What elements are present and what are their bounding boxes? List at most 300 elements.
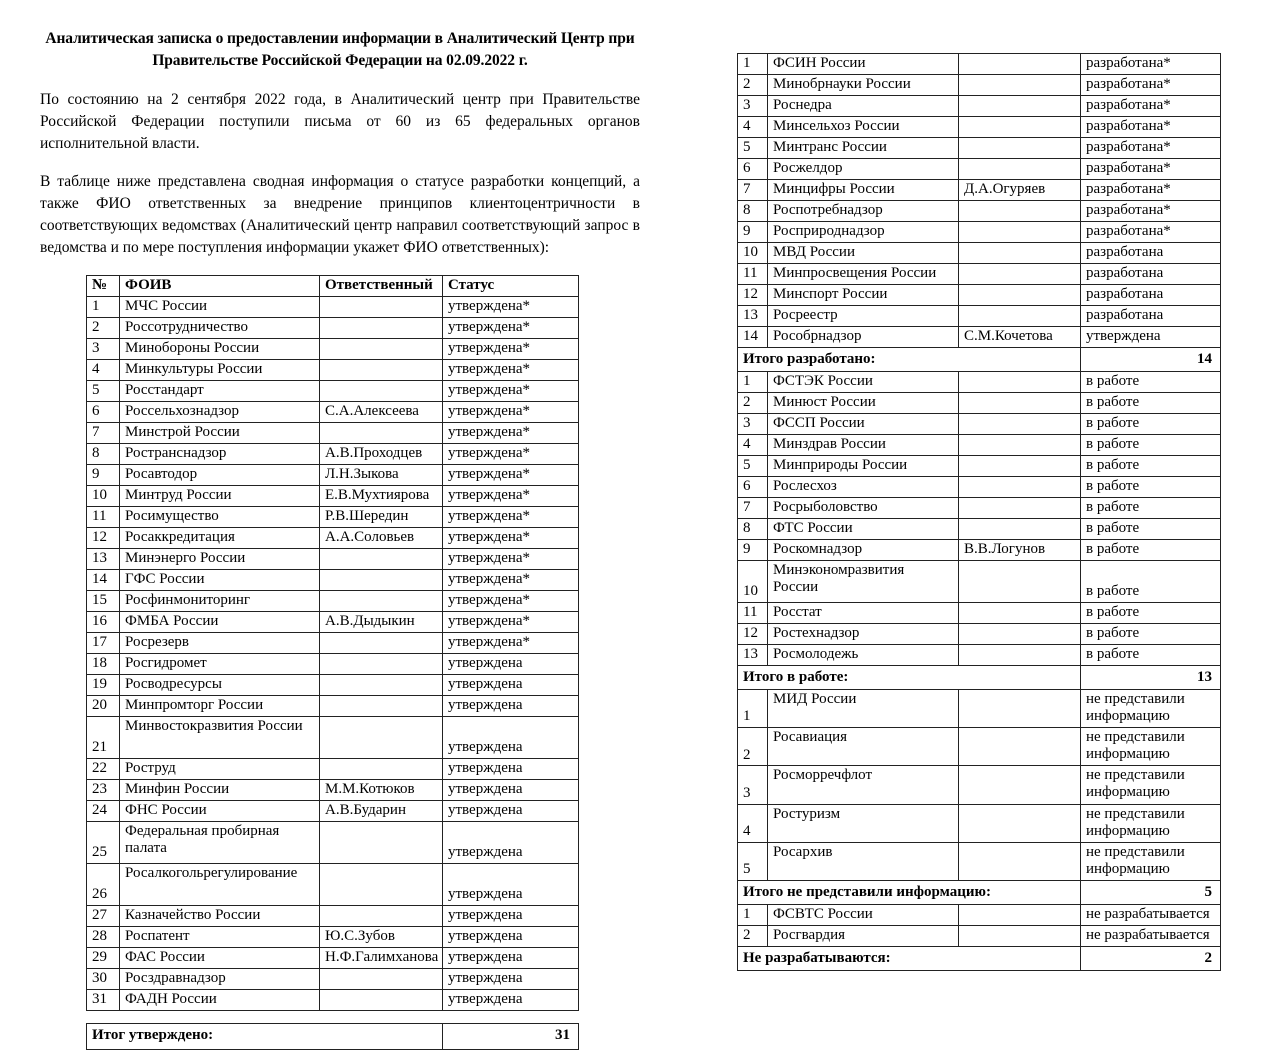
row-status: разработана* xyxy=(1081,222,1221,243)
row-status: разработана* xyxy=(1081,96,1221,117)
approved-total-table xyxy=(86,1023,579,1050)
row-number: 9 xyxy=(87,464,120,485)
row-agency: Роспотребнадзор xyxy=(768,201,959,222)
table-row xyxy=(87,716,579,758)
row-agency: Минприроды России xyxy=(768,456,959,477)
row-responsible xyxy=(320,989,443,1010)
row-number: 5 xyxy=(738,842,768,880)
row-status: разработана xyxy=(1081,264,1221,285)
row-status: утверждена* xyxy=(443,464,579,485)
row-responsible xyxy=(320,863,443,905)
row-agency: Федеральная пробирная палата xyxy=(120,821,320,863)
row-responsible: М.М.Котюков xyxy=(320,779,443,800)
row-status: утверждена xyxy=(443,989,579,1010)
table-row xyxy=(738,138,1221,159)
row-status: не разрабатывается xyxy=(1081,925,1221,946)
row-agency: Росздравнадзор xyxy=(120,968,320,989)
row-responsible: А.В.Проходцев xyxy=(320,443,443,464)
table-row xyxy=(87,758,579,779)
row-status: в работе xyxy=(1081,456,1221,477)
table-header-row xyxy=(87,275,579,296)
table-row xyxy=(738,243,1221,264)
row-number: 2 xyxy=(738,728,768,766)
row-status: в работе xyxy=(1081,519,1221,540)
row-responsible xyxy=(320,716,443,758)
row-agency: Росфинмониторинг xyxy=(120,590,320,611)
row-status: разработана xyxy=(1081,243,1221,264)
row-status: в работе xyxy=(1081,603,1221,624)
row-responsible xyxy=(959,498,1081,519)
table-row xyxy=(738,372,1221,393)
table-row xyxy=(738,904,1221,925)
table-row xyxy=(87,506,579,527)
row-agency: Роскомнадзор xyxy=(768,540,959,561)
table-row xyxy=(738,75,1221,96)
table-row xyxy=(738,435,1221,456)
row-responsible xyxy=(959,456,1081,477)
row-number: 1 xyxy=(738,690,768,728)
row-responsible xyxy=(959,264,1081,285)
row-number: 5 xyxy=(738,456,768,477)
row-agency: ФНС России xyxy=(120,800,320,821)
table-row xyxy=(87,653,579,674)
row-responsible xyxy=(320,695,443,716)
row-agency: Казначейство России xyxy=(120,905,320,926)
row-number: 19 xyxy=(87,674,120,695)
table-row xyxy=(738,201,1221,222)
table-row xyxy=(87,863,579,905)
row-status: не представили информацию xyxy=(1081,842,1221,880)
row-agency: Россельхознадзор xyxy=(120,401,320,422)
row-status: в работе xyxy=(1081,624,1221,645)
table-row xyxy=(738,561,1221,603)
row-responsible xyxy=(320,905,443,926)
row-status: утверждена* xyxy=(443,506,579,527)
row-status: утверждена xyxy=(443,758,579,779)
row-number: 12 xyxy=(738,285,768,306)
total-no-info-label: Итого не представили информацию: xyxy=(738,880,1081,904)
row-agency: Росморречфлот xyxy=(768,766,959,804)
row-responsible xyxy=(959,477,1081,498)
table-row xyxy=(738,96,1221,117)
row-status: утверждена xyxy=(443,695,579,716)
row-responsible xyxy=(320,632,443,653)
total-approved-row xyxy=(87,1023,579,1049)
table-row xyxy=(738,766,1221,804)
table-row xyxy=(87,380,579,401)
row-agency: Минтруд России xyxy=(120,485,320,506)
row-responsible xyxy=(959,804,1081,842)
row-status: не представили информацию xyxy=(1081,804,1221,842)
row-number: 12 xyxy=(738,624,768,645)
table-row xyxy=(738,306,1221,327)
row-agency: Минпросвещения России xyxy=(768,264,959,285)
row-agency: ФАС России xyxy=(120,947,320,968)
row-number: 25 xyxy=(87,821,120,863)
row-agency: ФМБА России xyxy=(120,611,320,632)
row-responsible xyxy=(959,159,1081,180)
row-number: 11 xyxy=(738,264,768,285)
row-agency: ГФС России xyxy=(120,569,320,590)
row-agency: Росалкогольрегулирование xyxy=(120,863,320,905)
row-status: утверждена xyxy=(443,947,579,968)
table-row xyxy=(87,947,579,968)
total-approved-value: 31 xyxy=(443,1023,579,1049)
intro-paragraph-1: По состоянию на 2 сентября 2022 года, в Аналитический центр при Правительстве Российской Федерации поступили письма от 60 из 65 федеральных органов исполнительной власти. xyxy=(40,90,640,152)
row-number: 10 xyxy=(738,243,768,264)
table-row xyxy=(738,624,1221,645)
row-status: разработана* xyxy=(1081,159,1221,180)
row-responsible xyxy=(959,690,1081,728)
row-agency: Минпромторг России xyxy=(120,695,320,716)
row-agency: Минкультуры России xyxy=(120,359,320,380)
table-row xyxy=(87,443,579,464)
row-agency: Рослесхоз xyxy=(768,477,959,498)
row-agency: Минэнерго России xyxy=(120,548,320,569)
row-responsible xyxy=(959,561,1081,603)
row-status: утверждена xyxy=(443,905,579,926)
table-row xyxy=(87,296,579,317)
row-status: в работе xyxy=(1081,540,1221,561)
row-responsible xyxy=(320,569,443,590)
total-in-progress-row xyxy=(738,666,1221,690)
header-number: № xyxy=(87,275,120,296)
row-number: 2 xyxy=(738,925,768,946)
row-number: 3 xyxy=(87,338,120,359)
row-responsible xyxy=(320,653,443,674)
table-row xyxy=(738,180,1221,201)
row-agency: Росстат xyxy=(768,603,959,624)
row-responsible xyxy=(959,645,1081,666)
row-status: утверждена* xyxy=(443,569,579,590)
row-number: 4 xyxy=(738,117,768,138)
table-row xyxy=(738,804,1221,842)
row-agency: ФСВТС России xyxy=(768,904,959,925)
table-row xyxy=(738,393,1221,414)
row-responsible xyxy=(320,590,443,611)
row-agency: МВД России xyxy=(768,243,959,264)
row-responsible xyxy=(959,117,1081,138)
total-no-info-value: 5 xyxy=(1081,880,1221,904)
row-number: 14 xyxy=(738,327,768,348)
row-responsible xyxy=(320,548,443,569)
approved-table-body xyxy=(87,296,579,1010)
row-responsible xyxy=(959,138,1081,159)
row-number: 8 xyxy=(738,201,768,222)
table-row xyxy=(87,800,579,821)
table-row xyxy=(87,674,579,695)
row-number: 13 xyxy=(87,548,120,569)
table-row xyxy=(87,821,579,863)
table-row xyxy=(87,422,579,443)
row-agency: Росмолодежь xyxy=(768,645,959,666)
row-number: 3 xyxy=(738,96,768,117)
row-agency: Росгидромет xyxy=(120,653,320,674)
row-responsible xyxy=(320,968,443,989)
table-row xyxy=(738,519,1221,540)
row-number: 18 xyxy=(87,653,120,674)
row-number: 5 xyxy=(738,138,768,159)
row-agency: Росрыболовство xyxy=(768,498,959,519)
row-agency: Росрезерв xyxy=(120,632,320,653)
table-row xyxy=(87,590,579,611)
row-number: 16 xyxy=(87,611,120,632)
row-agency: Росжелдор xyxy=(768,159,959,180)
total-not-developing-value: 2 xyxy=(1081,946,1221,970)
row-status: разработана* xyxy=(1081,75,1221,96)
row-agency: ФССП России xyxy=(768,414,959,435)
row-number: 6 xyxy=(738,159,768,180)
table-row xyxy=(738,414,1221,435)
table-row xyxy=(738,264,1221,285)
row-responsible: А.В.Бударин xyxy=(320,800,443,821)
row-number: 13 xyxy=(738,306,768,327)
row-agency: Минспорт России xyxy=(768,285,959,306)
row-agency: Росстандарт xyxy=(120,380,320,401)
row-status: утверждена xyxy=(443,821,579,863)
row-status: не представили информацию xyxy=(1081,766,1221,804)
row-responsible: Е.В.Мухтиярова xyxy=(320,485,443,506)
table-row xyxy=(738,117,1221,138)
row-number: 2 xyxy=(738,393,768,414)
row-responsible xyxy=(959,222,1081,243)
row-status: утверждена xyxy=(443,968,579,989)
row-status: в работе xyxy=(1081,561,1221,603)
page-title xyxy=(40,28,640,73)
row-number: 22 xyxy=(87,758,120,779)
row-number: 1 xyxy=(87,296,120,317)
row-responsible: Ю.С.Зубов xyxy=(320,926,443,947)
row-number: 31 xyxy=(87,989,120,1010)
row-status: разработана* xyxy=(1081,180,1221,201)
row-number: 9 xyxy=(738,540,768,561)
table-row xyxy=(87,485,579,506)
row-responsible xyxy=(959,414,1081,435)
total-not-developing-row xyxy=(738,946,1221,970)
row-agency: МЧС России xyxy=(120,296,320,317)
total-in-progress-value: 13 xyxy=(1081,666,1221,690)
row-agency: Минздрав России xyxy=(768,435,959,456)
row-number: 8 xyxy=(738,519,768,540)
row-responsible xyxy=(959,201,1081,222)
header-status: Статус xyxy=(443,275,579,296)
intro-paragraph-2: В таблице ниже представлена сводная информация о статусе разработки концепций, а также ФИО ответственных за внедрение принципов клиентоцентричности в соответствующих ведомствах (Аналитический центр направил соответствующий запрос в ведомства и по мере поступления информации укажет ФИО ответственных): xyxy=(40,172,640,256)
row-number: 8 xyxy=(87,443,120,464)
row-responsible xyxy=(959,372,1081,393)
row-number: 28 xyxy=(87,926,120,947)
row-agency: ФСИН России xyxy=(768,54,959,75)
row-status: утверждена* xyxy=(443,401,579,422)
row-agency: ФАДН России xyxy=(120,989,320,1010)
total-developed-row xyxy=(738,348,1221,372)
row-number: 4 xyxy=(738,435,768,456)
row-number: 11 xyxy=(738,603,768,624)
total-no-info-row xyxy=(738,880,1221,904)
row-responsible xyxy=(959,96,1081,117)
row-status: утверждена xyxy=(1081,327,1221,348)
row-agency: Росавтодор xyxy=(120,464,320,485)
row-number: 4 xyxy=(738,804,768,842)
row-responsible xyxy=(959,306,1081,327)
row-number: 2 xyxy=(87,317,120,338)
row-status: не разрабатывается xyxy=(1081,904,1221,925)
row-agency: Минцифры России xyxy=(768,180,959,201)
row-responsible xyxy=(320,422,443,443)
row-responsible xyxy=(959,842,1081,880)
total-developed-label: Итого разработано: xyxy=(738,348,1081,372)
table-row xyxy=(738,728,1221,766)
row-status: не представили информацию xyxy=(1081,690,1221,728)
row-number: 13 xyxy=(738,645,768,666)
row-agency: Минфин России xyxy=(120,779,320,800)
table-row xyxy=(738,690,1221,728)
row-status: в работе xyxy=(1081,498,1221,519)
row-number: 1 xyxy=(738,904,768,925)
row-agency: Минэкономразвития России xyxy=(768,561,959,603)
row-agency: Минобороны России xyxy=(120,338,320,359)
row-number: 14 xyxy=(87,569,120,590)
row-agency: Росимущество xyxy=(120,506,320,527)
row-agency: Роснедра xyxy=(768,96,959,117)
table-row xyxy=(87,548,579,569)
table-row xyxy=(87,695,579,716)
row-number: 27 xyxy=(87,905,120,926)
row-agency: Ростехнадзор xyxy=(768,624,959,645)
row-agency: Рособрнадзор xyxy=(768,327,959,348)
row-responsible xyxy=(959,75,1081,96)
row-status: в работе xyxy=(1081,435,1221,456)
table-row xyxy=(738,327,1221,348)
table-row xyxy=(738,603,1221,624)
total-developed-value: 14 xyxy=(1081,348,1221,372)
row-responsible xyxy=(959,603,1081,624)
row-number: 10 xyxy=(87,485,120,506)
row-number: 9 xyxy=(738,222,768,243)
status-sections-table xyxy=(737,53,1221,971)
row-status: утверждена* xyxy=(443,632,579,653)
row-responsible: А.А.Соловьев xyxy=(320,527,443,548)
row-agency: Минтранс России xyxy=(768,138,959,159)
row-agency: Росводресурсы xyxy=(120,674,320,695)
table-row xyxy=(87,632,579,653)
table-row xyxy=(738,456,1221,477)
row-number: 23 xyxy=(87,779,120,800)
table-row xyxy=(87,338,579,359)
row-agency: Ростуризм xyxy=(768,804,959,842)
row-status: разработана* xyxy=(1081,138,1221,159)
status-sections-body xyxy=(738,54,1221,971)
row-responsible: С.А.Алексеева xyxy=(320,401,443,422)
table-row xyxy=(738,222,1221,243)
table-row xyxy=(87,611,579,632)
row-responsible xyxy=(320,674,443,695)
row-status: утверждена* xyxy=(443,338,579,359)
row-status: утверждена* xyxy=(443,590,579,611)
row-status: утверждена* xyxy=(443,422,579,443)
row-responsible xyxy=(959,925,1081,946)
row-agency: ФТС России xyxy=(768,519,959,540)
table-row xyxy=(87,527,579,548)
table-row xyxy=(87,968,579,989)
row-responsible: С.М.Кочетова xyxy=(959,327,1081,348)
table-row xyxy=(87,905,579,926)
row-agency: Минюст России xyxy=(768,393,959,414)
row-agency: Росреестр xyxy=(768,306,959,327)
row-agency: Минсельхоз России xyxy=(768,117,959,138)
row-number: 30 xyxy=(87,968,120,989)
row-agency: Росприроднадзор xyxy=(768,222,959,243)
row-agency: Минстрой России xyxy=(120,422,320,443)
row-agency: Росгвардия xyxy=(768,925,959,946)
row-number: 15 xyxy=(87,590,120,611)
row-agency: Росархив xyxy=(768,842,959,880)
row-responsible xyxy=(959,728,1081,766)
row-status: утверждена xyxy=(443,716,579,758)
row-status: утверждена* xyxy=(443,296,579,317)
approved-table-header xyxy=(87,275,579,296)
table-row xyxy=(738,159,1221,180)
row-status: утверждена xyxy=(443,800,579,821)
row-status: разработана* xyxy=(1081,54,1221,75)
total-not-developing-label: Не разрабатываются: xyxy=(738,946,1081,970)
row-agency: Роструд xyxy=(120,758,320,779)
row-status: утверждена xyxy=(443,926,579,947)
row-status: разработана* xyxy=(1081,117,1221,138)
row-responsible xyxy=(959,435,1081,456)
header-agency: ФОИВ xyxy=(120,275,320,296)
row-agency: Минвостокразвития России xyxy=(120,716,320,758)
row-responsible xyxy=(959,243,1081,264)
row-status: утверждена* xyxy=(443,548,579,569)
row-responsible xyxy=(959,519,1081,540)
row-number: 6 xyxy=(87,401,120,422)
row-agency: Россотрудничество xyxy=(120,317,320,338)
row-number: 1 xyxy=(738,54,768,75)
approved-concepts-table xyxy=(86,275,579,1011)
table-row xyxy=(738,285,1221,306)
table-row xyxy=(87,989,579,1010)
row-responsible xyxy=(320,821,443,863)
row-status: в работе xyxy=(1081,477,1221,498)
row-status: утверждена* xyxy=(443,485,579,506)
row-responsible: А.В.Дыдыкин xyxy=(320,611,443,632)
row-number: 7 xyxy=(738,498,768,519)
row-status: в работе xyxy=(1081,372,1221,393)
page-title-line-2: Правительстве Российской Федерации на 02.09.2022 г. xyxy=(152,52,528,70)
row-responsible xyxy=(959,624,1081,645)
table-row xyxy=(87,464,579,485)
row-responsible xyxy=(959,285,1081,306)
row-agency: Росаккредитация xyxy=(120,527,320,548)
table-row xyxy=(87,569,579,590)
row-number: 3 xyxy=(738,766,768,804)
row-agency: Роспатент xyxy=(120,926,320,947)
row-responsible: Р.В.Шередин xyxy=(320,506,443,527)
total-approved-label: Итог утверждено: xyxy=(87,1023,443,1049)
row-agency: Ространснадзор xyxy=(120,443,320,464)
row-status: в работе xyxy=(1081,393,1221,414)
row-responsible xyxy=(320,296,443,317)
table-row xyxy=(738,54,1221,75)
row-responsible xyxy=(320,758,443,779)
row-agency: Минобрнауки России xyxy=(768,75,959,96)
table-row xyxy=(738,925,1221,946)
row-status: утверждена xyxy=(443,779,579,800)
row-status: в работе xyxy=(1081,414,1221,435)
table-row xyxy=(87,317,579,338)
row-status: утверждена* xyxy=(443,611,579,632)
row-responsible xyxy=(959,766,1081,804)
